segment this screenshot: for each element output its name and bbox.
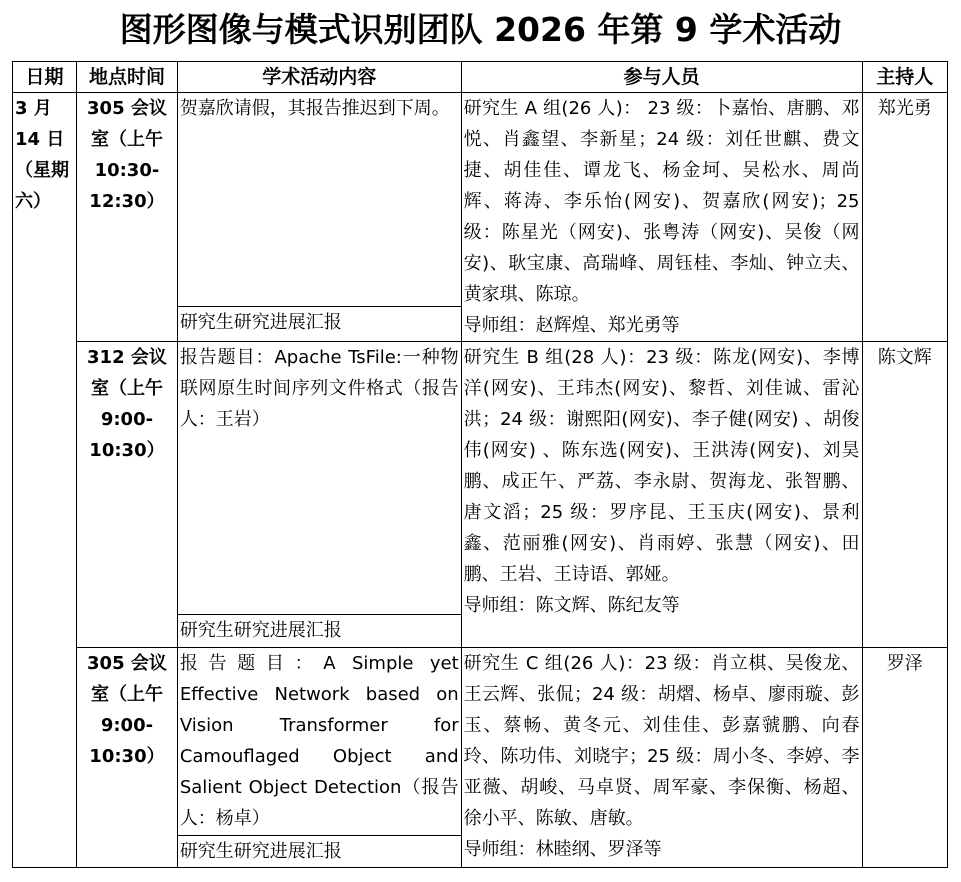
report-cell: 研究生研究进展汇报: [177, 836, 461, 868]
participants-list: 研究生 A 组(26 人)： 23 级：卜嘉怡、唐鹏、邓悦、肖鑫望、李新星；24 级：刘任世麒、费文捷、胡佳佳、谭龙飞、杨金坷、吴松水、周尚辉、蒋涛、李乐怡(网安)、贺嘉欣(网安)；25 级：陈星光（网安)、张粤涛（网安)、吴俊（网安)、耿宝康、高瑞峰、周钰桂、李灿、钟立夫、黄家琪、陈琼。: [463, 98, 860, 305]
table-row: [13, 93, 948, 307]
participants-cell: [461, 342, 862, 648]
table-row: [13, 342, 948, 615]
table-row: [13, 648, 948, 836]
content-cell: 报告题目：A Simple yet Effective Network based on Vision Transformer for Camouflaged Object and Salient Object Detection（报告人：杨卓）: [177, 648, 461, 836]
participants-cell: [461, 93, 862, 342]
header-host: 主持人: [862, 62, 947, 93]
header-date: 日期: [13, 62, 77, 93]
page-title: 图形图像与模式识别团队 2026 年第 9 学术活动: [119, 10, 842, 49]
host-cell: 郑光勇: [862, 93, 947, 342]
content-cell: 贺嘉欣请假，其报告推迟到下周。: [177, 93, 461, 307]
place-time-cell: 305 会议室（上午 10:30-12:30）: [77, 93, 178, 342]
report-cell: 研究生研究进展汇报: [177, 615, 461, 648]
header-content: 学术活动内容: [177, 62, 461, 93]
advisors-text: 导师组：赵辉煌、郑光勇等: [463, 315, 680, 336]
schedule-table: [12, 61, 948, 868]
header-participants: 参与人员: [461, 62, 862, 93]
date-cell: 3 月 14 日（星期六）: [13, 93, 77, 868]
advisors-text: 导师组：林睦纲、罗泽等: [463, 839, 662, 860]
content-cell: 报告题目：Apache TsFile:一种物联网原生时间序列文件格式（报告人：王岩）: [177, 342, 461, 615]
place-time-cell: 305 会议室（上午 9:00-10:30）: [77, 648, 178, 868]
advisors-text: 导师组：陈文辉、陈纪友等: [463, 595, 680, 616]
header-row: [13, 62, 948, 93]
header-place-time: 地点时间: [77, 62, 178, 93]
report-cell: 研究生研究进展汇报: [177, 306, 461, 341]
participants-cell: [461, 648, 862, 868]
place-time-cell: 312 会议室（上午 9:00-10:30）: [77, 342, 178, 648]
host-cell: 罗泽: [862, 648, 947, 868]
host-cell: 陈文辉: [862, 342, 947, 648]
participants-list: 研究生 B 组(28 人)：23 级：陈龙(网安)、李博洋(网安)、王玮杰(网安)、黎哲、刘佳诚、雷沁洪；24 级：谢熙阳(网安)、李子健(网安) 、胡俊伟(网安) 、陈东选(网安)、王洪涛(网安)、刘昊鹏、成正午、严荔、李永尉、贺海龙、张智鹏、唐文滔；25 级：罗序昆、王玉庆(网安)、景利鑫、范丽雅(网安)、肖雨婷、张慧（网安)、田鹏、王岩、王诗语、郭娅。: [463, 347, 860, 585]
participants-list: 研究生 C 组(26 人)：23 级：肖立棋、吴俊龙、王云辉、张侃；24 级：胡熠、杨卓、廖雨璇、彭玉、蔡畅、黄冬元、刘佳佳、彭嘉虢鹏、向春玲、陈功伟、刘晓宇；25 级：周小冬、李婷、李亚薇、胡峻、马卓贤、周军豪、李保衡、杨超、徐小平、陈敏、唐敏。: [463, 653, 860, 829]
